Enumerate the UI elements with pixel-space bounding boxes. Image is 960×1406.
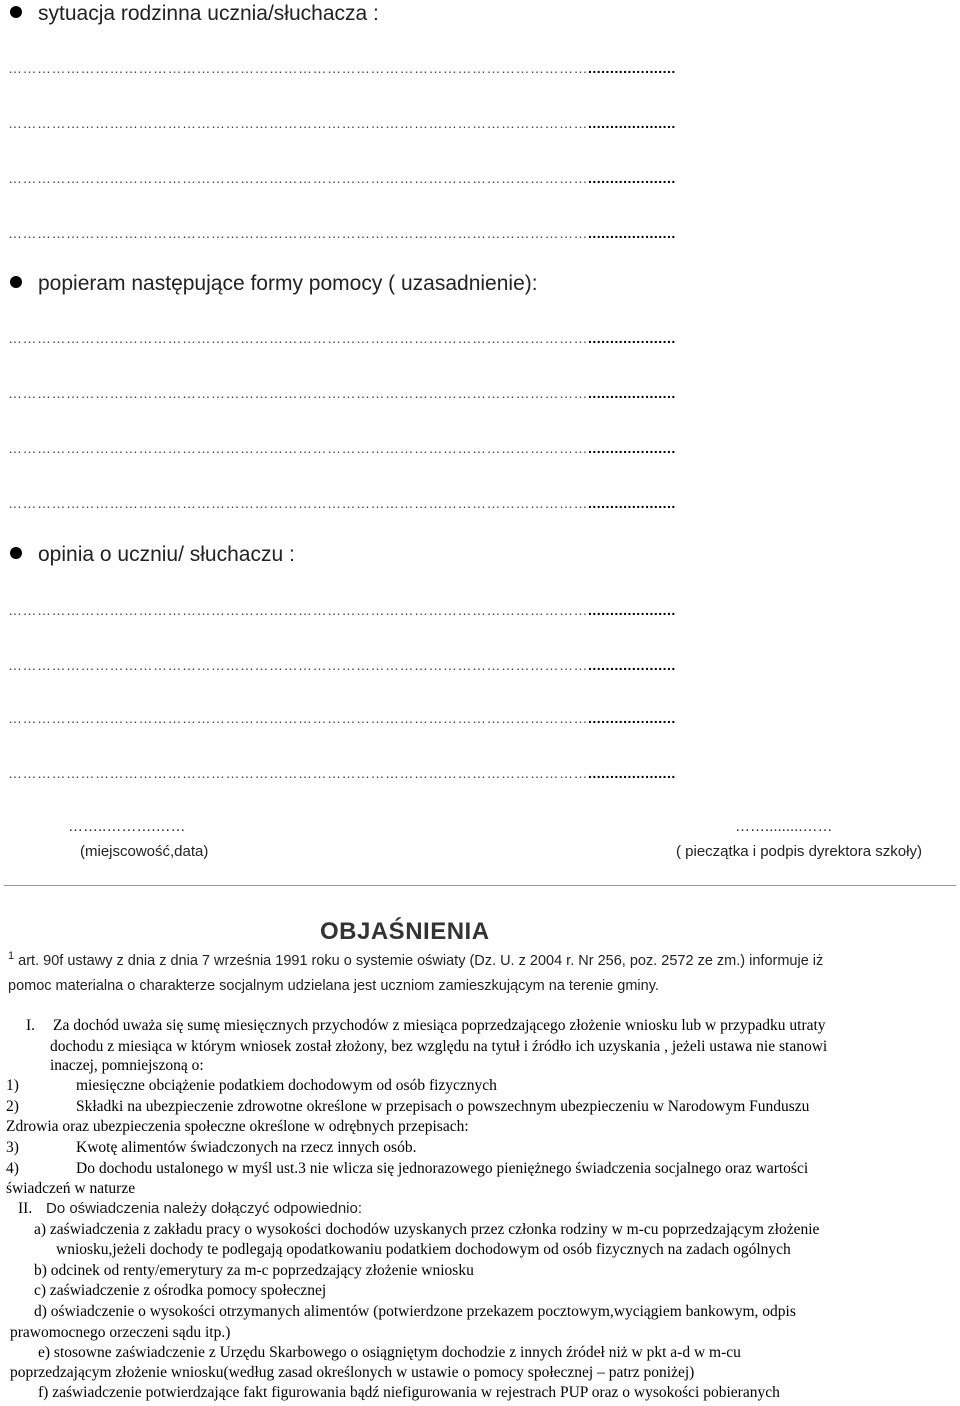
page-title: OBJAŚNIENIA xyxy=(320,918,490,945)
section-family-heading xyxy=(10,2,379,26)
dotted-line: ………………………………………………………………………………………………………….................... xyxy=(8,225,676,241)
section-II-item-b: b) odcinek od renty/emerytury za m-c poprzedzający złożenie wniosku xyxy=(34,1262,474,1279)
footnote-mark: 1 xyxy=(8,950,15,962)
list-item-continuation: świadczeń w naturze xyxy=(6,1180,136,1197)
signature-left-dots: ……..……….…… xyxy=(68,818,186,835)
divider xyxy=(4,885,956,886)
dotted-line: ………………………………………………………………………………………………………….................... xyxy=(8,710,676,726)
section-II-item-a-cont: wniosku,jeżeli dochody te podlegają opodatkowaniu podatkiem dochodowym od osób fizycznych na zadach ogólnych xyxy=(56,1241,791,1258)
section-opinion-label: opinia o uczniu/ słuchaczu : xyxy=(38,543,295,566)
section-II-item-e-cont: poprzedzającym złożenie wniosku(według zasad określonych w ustawie o pomocy społecznej – patrz poniżej) xyxy=(10,1364,695,1381)
section-I-number: I. xyxy=(26,1017,36,1034)
dotted-line: ………………………………………………………………………………………………………….................... xyxy=(8,602,676,618)
section-II-item-d: d) oświadczenie o wysokości otrzymanych alimentów (potwierdzone przekazem pocztowym,wyciągiem bankowym, odpis xyxy=(34,1303,796,1320)
dotted-line: ………………………………………………………………………………………………………….................... xyxy=(8,440,676,456)
list-item-text: miesięczne obciążenie podatkiem dochodowym od osób fizycznych xyxy=(76,1077,497,1094)
section-II-item-c: c) zaświadczenie z ośrodka pomocy społecznej xyxy=(34,1282,327,1299)
list-item-number: 2) xyxy=(6,1098,19,1115)
dotted-line: ………………………………………………………………………………………………………….................... xyxy=(8,60,676,76)
list-item-text: Do dochodu ustalonego w myśl ust.3 nie wlicza się jednorazowego pieniężnego świadczenia socjalnego oraz wartości xyxy=(76,1160,809,1177)
section-II-item-a: a) zaświadczenia z zakładu pracy o wysokości dochodów uzyskanych przez członka rodziny w m-cu poprzedzającym złożenie xyxy=(34,1221,820,1238)
section-II-item-e: e) stosowne zaświadczenie z Urzędu Skarbowego o osiągniętym dochodzie z innych źródeł niż w pkt a-d w m-cu xyxy=(38,1344,741,1361)
dotted-line: ………………………………………………………………………………………………………….................... xyxy=(8,495,676,511)
section-I-line3: inaczej, pomniejszoną o: xyxy=(50,1057,204,1074)
section-II-item-d-cont: prawomocnego orzeczeni sądu itp.) xyxy=(10,1324,231,1341)
list-item-continuation: Zdrowia oraz ubezpieczenia społeczne określone w odrębnych przepisach: xyxy=(6,1118,469,1135)
section-support-label: popieram następujące formy pomocy ( uzasadnienie): xyxy=(38,272,538,295)
list-item-number: 4) xyxy=(6,1160,19,1177)
signature-right-dots: …….........…… xyxy=(735,818,833,835)
section-support-heading xyxy=(10,272,538,296)
bullet-icon xyxy=(10,276,22,288)
section-II-number: II. xyxy=(18,1200,33,1217)
section-opinion-heading xyxy=(10,543,295,567)
list-item-text: Kwotę alimentów świadczonych na rzecz innych osób. xyxy=(76,1139,417,1156)
section-I-line2: dochodu z miesiąca w którym wniosek został złożony, bez względu na tytuł i źródło ich uzyskania , jeżeli ustawa nie stanowi xyxy=(50,1038,828,1055)
section-family-label: sytuacja rodzinna ucznia/słuchacza : xyxy=(38,2,379,25)
section-II-heading: Do oświadczenia należy dołączyć odpowiednio: xyxy=(46,1200,363,1217)
dotted-line: ………………………………………………………………………………………………………….................... xyxy=(8,657,676,673)
footnote-line1: $^1$ art. 90f ustawy z dnia z dnia 7 września 1991 roku o systemie oświaty (Dz. U. z 2004 r. Nr 256, poz. 2572 ze zm.) informuje iż xyxy=(8,950,824,969)
dotted-line: ………………………………………………………………………………………………………….................... xyxy=(8,385,676,401)
bullet-icon xyxy=(10,547,22,559)
list-item-number: 3) xyxy=(6,1139,19,1156)
dotted-line: ………………………………………………………………………………………………………….................... xyxy=(8,170,676,186)
signature-left-label: (miejscowość,data) xyxy=(80,843,209,860)
list-item-number: 1) xyxy=(6,1077,19,1094)
section-I-line1: Za dochód uważa się sumę miesięcznych przychodów z miesiąca poprzedzającego złożenie wniosku lub w przypadku utraty xyxy=(53,1017,826,1034)
list-item-text: Składki na ubezpieczenie zdrowotne określone w przepisach o powszechnym ubezpieczeniu w Narodowym Funduszu xyxy=(76,1098,810,1115)
section-II-item-f: f) zaświadczenie potwierdzające fakt figurowania bądź niefigurowania w rejestrach PUP oraz o wysokości pobieranych xyxy=(38,1384,780,1401)
bullet-icon xyxy=(10,6,22,18)
dotted-line: ………………………………………………………………………………………………………….................... xyxy=(8,330,676,346)
dotted-line: ………………………………………………………………………………………………………….................... xyxy=(8,115,676,131)
footnote-line2: pomoc materialna o charakterze socjalnym udzielana jest uczniom zamieszkującym na terenie gminy. xyxy=(8,978,659,994)
signature-right-label: ( pieczątka i podpis dyrektora szkoły) xyxy=(676,843,922,860)
dotted-line: ………………………………………………………………………………………………………….................... xyxy=(8,765,676,781)
